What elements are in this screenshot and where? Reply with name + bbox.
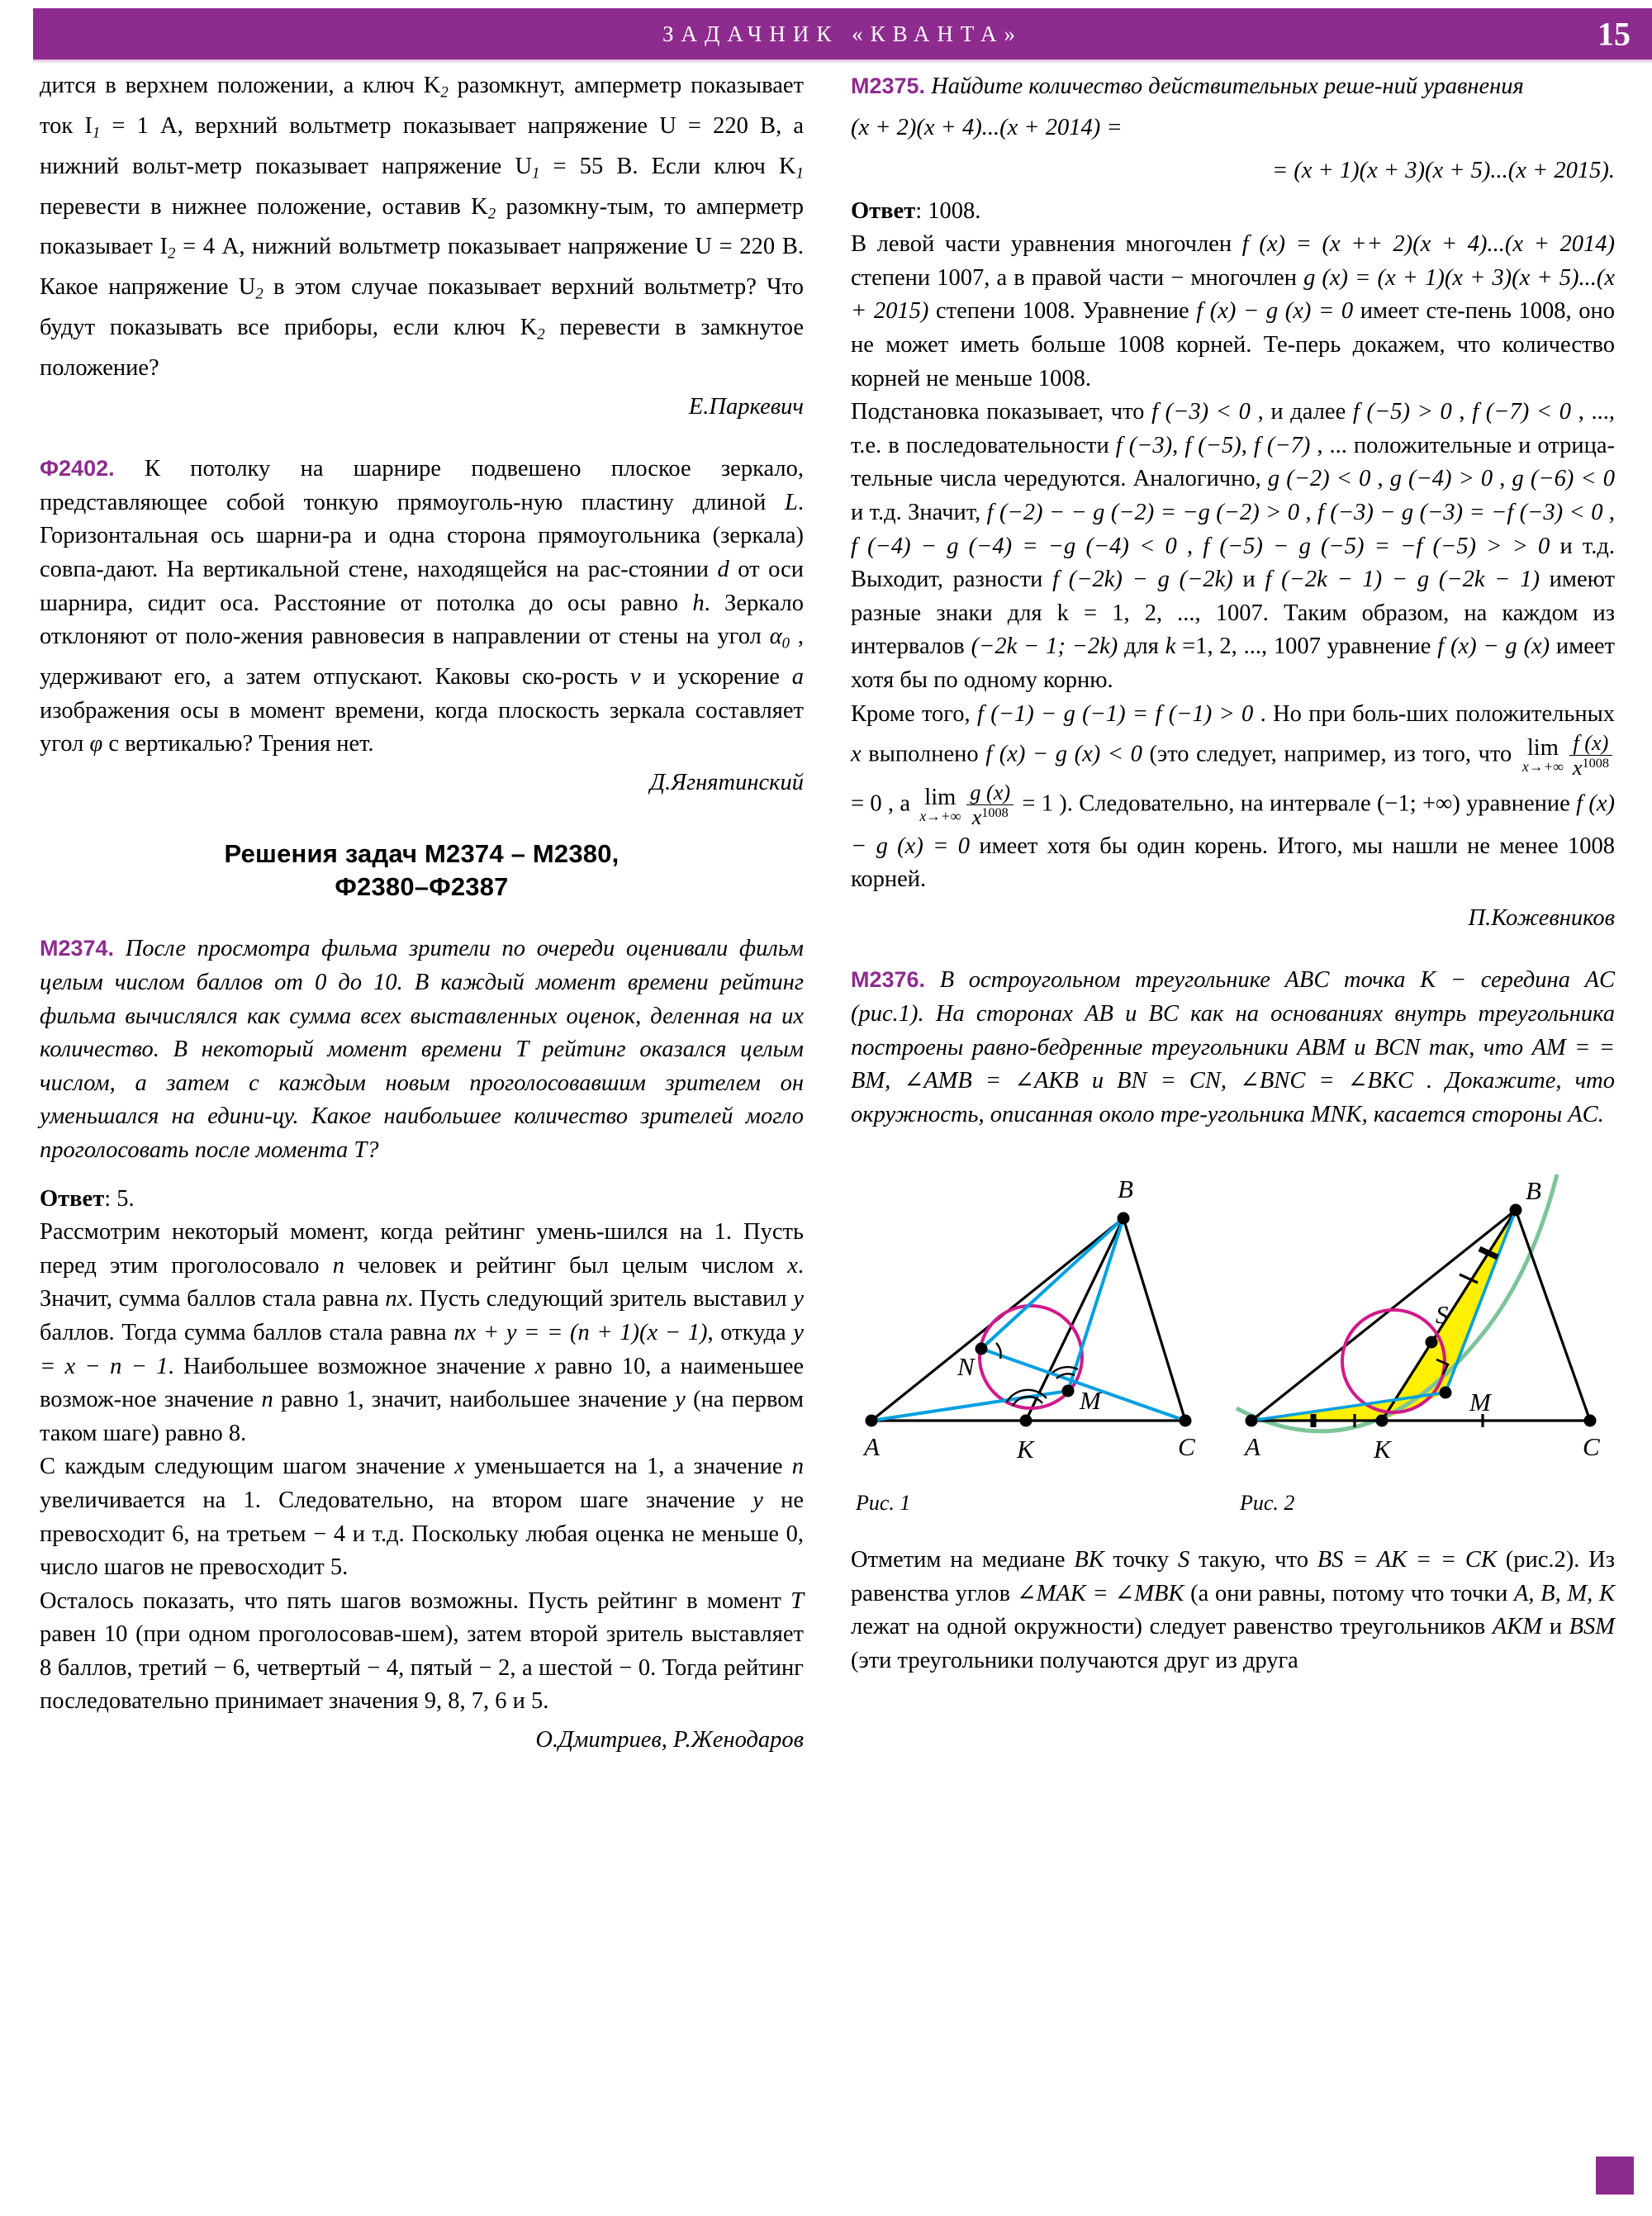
- m2374-p3-b: равен 10 (при одном проголосовав-шем), затем второй зритель выставляет 8 баллов, третий − 6, четвертый − 4, пятый − 2, а шестой − 0. Тогда рейтинг последовательно принимает значения 9, 8, 7, 6 и 5.: [40, 1621, 804, 1715]
- m2375-expr-diff-3: f (−3) − g (−3) = −f (−3) < 0: [1317, 499, 1603, 525]
- m2374-p1-e: баллов. Тогда сумма баллов стала равна: [40, 1319, 454, 1345]
- phys-sub-7: 2: [255, 285, 263, 303]
- f2402-text-1: К потолку на шарнире подвешено плоское зеркало, представляющее собой тонкую прямоуголь-ную пластину длиной: [40, 456, 804, 515]
- author-yagnyatinskiy: Д.Ягнятинский: [650, 769, 804, 795]
- m2374-statement-text: После просмотра фильма зрители по очереди оценивали фильм целым числом баллов от 0 до 10. В каждый момент времени рейтинг фильма вычислялся как сумма всех выставленных оценок, деленная на их количество. В некоторый момент времени T рейтинг оказался целым числом, а затем с каждым новым проголосовавшим зрителем он уменьшался на едини-цу. Какое наибольшее количество зрителей могло проголосовать после момента T?: [40, 936, 804, 1163]
- f2402-var-d: d: [717, 556, 729, 582]
- m2376-angle-equality: ∠MAK = ∠MBK: [1016, 1580, 1184, 1606]
- label-A: A: [864, 1432, 880, 1462]
- m2375-p3-b: . Но при боль-ших положительных: [1253, 700, 1615, 727]
- m2375-p3-c: выполнено: [861, 741, 986, 767]
- problem-m2375-statement: [851, 69, 1615, 104]
- m2375-expr-f-m5: f (−5) > 0: [1352, 399, 1452, 425]
- m2375-p3-a: Кроме того,: [851, 700, 977, 727]
- m2374-p2-a: С каждым следующим шагом значение: [40, 1454, 455, 1480]
- figure-2-svg: [1235, 1148, 1615, 1495]
- authors-dmitriev-zhenodarov: О.Дмитриев, Р.Женодаров: [535, 1727, 804, 1753]
- point-K: [1020, 1415, 1032, 1427]
- m2376-points-list: A, B, M, K: [1513, 1580, 1615, 1606]
- m2375-seq-f-m3: f (−3): [1115, 432, 1173, 458]
- m2376-sol-b: точку: [1104, 1547, 1178, 1573]
- lim-sub-2: x→+∞: [919, 808, 961, 825]
- m2374-var-y-2: y: [675, 1387, 686, 1413]
- m2375-expr-g-m4: g (−4) > 0: [1389, 466, 1493, 492]
- m2375-solution-paragraph-2: Подстановка показывает, что f (−3) < 0 , и далее f (−5) > 0 , f (−7) < 0 , ..., т.е. в последовательности f (−3), f (−5), f (−7) , ... положительные и отрица-тельные числа чередуются. Аналогично, g (−2) < 0 , g (−4) > 0 , g (−6) < 0 и т.д. Значит, f (−2) − − g (−2) = −g (−2) > 0 , f (−3) − g (−3) = −f (−3) < 0 , f (−4) − g (−4) = −g (−4) < 0 , f (−5) − g (−5) = −f (−5) > > 0 и т.д. Выходит, разности f (−2k) − g (−2k) и f (−2k − 1) − g (−2k − 1) имеют разные знаки для k = 1, 2, ..., 1007. Таким образом, на каждом из интервалов (−2k − 1; −2k) для k =1, 2, ..., 1007 уравнение f (x) − g (x) имеет хотя бы по одному корню.: [851, 399, 1616, 693]
- m2374-p1-c: . Значит, сумма баллов стала равна: [40, 1252, 804, 1312]
- m2374-answer: [40, 1183, 804, 1217]
- m2374-p1-g: . Наибольшее возможное значение: [168, 1353, 535, 1379]
- m2375-p1-d: степени 1008. Уравнение: [928, 298, 1197, 325]
- m2375-p2-m: для: [1118, 633, 1165, 660]
- section-heading-line-2: Ф2380–Ф2387: [335, 872, 509, 902]
- phys-sub-6: 2: [168, 244, 176, 263]
- m2375-p2-n: =1, 2, ..., 1007 уравнение: [1175, 633, 1438, 660]
- m2375-expr-g-m2: g (−2) < 0: [1267, 466, 1371, 492]
- m2375-p1-b: + 2)(x + 4)...(x + 2014): [1366, 231, 1615, 258]
- page-header: [33, 8, 1652, 59]
- figure-2-caption: Рис. 2: [1240, 1491, 1295, 1516]
- m2375-p1-e: имеет сте-пень 1008, оно не может иметь больше 1008 корней. Те-перь докажем, что количество корней не меньше 1008.: [851, 298, 1615, 391]
- m2375-interval: (−2k − 1; −2k): [971, 633, 1118, 660]
- m2376-statement-text: В остроугольном треугольнике ABC точка K − середина AC (рис.1). На сторонах AB и BC как на основаниях внутрь треугольника построены равно-бедренные треугольники ABM и BCN так, что AM = = BM, ∠AMB = ∠AKB и BN = CN, ∠BNC = ∠BKC . Докажите, что окружность, описанная около тре-угольника MNK, касается стороны AC.: [851, 967, 1615, 1127]
- m2375-p3-g: имеет хотя бы один корень. Итого, мы нашли не менее 1008 корней.: [851, 833, 1615, 893]
- m2375-p2-o: имеет хотя бы по одному корню.: [851, 633, 1615, 693]
- problem-number-f2402: Ф2402.: [40, 456, 115, 482]
- spacer: [40, 1168, 804, 1183]
- frac-1-exponent: 1008: [1582, 756, 1610, 771]
- phys-sub-5: 2: [487, 204, 496, 222]
- m2375-expr-diff-4: f (−4) − g (−4) = −g (−4) < 0: [851, 533, 1177, 559]
- m2375-equation-line-1: [851, 109, 1615, 147]
- m2375-p2-b: , и далее: [1250, 399, 1353, 425]
- m2376-triangle-AKM: AKM: [1492, 1614, 1543, 1640]
- m2375-expr-even-k: f (−2k) − g (−2k): [1052, 567, 1233, 593]
- m2376-sol-e: (рис.2). Из равенства углов: [851, 1547, 1615, 1606]
- m2375-p1-c: степени 1007, а в правой части − многочлен: [851, 264, 1304, 291]
- answer-value-m2374: : 5.: [104, 1185, 135, 1212]
- f2402-var-phi: φ: [89, 731, 103, 757]
- m2375-p2-l: имеют разные знаки для k = 1, 2, ..., 1007. Таким образом, на каждом из интервалов: [851, 567, 1615, 660]
- m2375-p3-f: = 1 ). Следовательно, на интервале (−1; +∞) уравнение: [1016, 790, 1577, 817]
- segment-BC: [1123, 1218, 1185, 1421]
- label-B: B: [1118, 1174, 1133, 1204]
- physics-continuation-paragraph: [40, 69, 804, 386]
- m2375-expr-diff-6: > 0: [1512, 533, 1550, 559]
- m2375-p2-i: и т.д. Значит,: [851, 499, 987, 525]
- phys-text-1: дится в верхнем положении, а ключ K: [40, 73, 441, 98]
- figure-2: [1235, 1148, 1615, 1516]
- m2375-p2-a: Подстановка показывает, что: [851, 399, 1152, 425]
- m2375-expr-odd-k: f (−2k − 1) − g (−2k − 1): [1265, 567, 1540, 593]
- m2375-p2-g: ,: [1370, 466, 1390, 492]
- m2375-statement-text: Найдите количество действительных реше-ний уравнения: [925, 74, 1524, 99]
- m2375-eq-fg: f (x) − g (x) = 0: [1196, 298, 1354, 325]
- frac-2-exponent: 1008: [981, 805, 1009, 821]
- lim-op-2: lim: [924, 784, 957, 810]
- problem-number-m2375: М2375.: [851, 74, 926, 98]
- f2402-text-2: . Горизонтальная ось шарни-ра и одна сторона прямоугольника (зеркала) совпа-дают. На вертикальной стене, находящейся на рас-стоянии: [40, 489, 804, 582]
- m2374-p3-a: Осталось показать, что пять шагов возможны. Пусть рейтинг в момент: [40, 1587, 791, 1614]
- phys-sub-1: 2: [440, 83, 449, 102]
- m2374-p2-b: уменьшается на 1, а значение: [464, 1454, 792, 1480]
- lim-sub-1: x→+∞: [1521, 758, 1564, 776]
- m2376-seg-BK: BK: [1074, 1547, 1104, 1573]
- m2374-var-T: T: [790, 1587, 804, 1614]
- m2375-p3-d: (это следует, например, из того, что: [1142, 741, 1519, 767]
- label-K: K: [1017, 1435, 1034, 1464]
- f2402-text-5: , удерживают его, а затем отпускают. Каковы ско-рость: [40, 624, 805, 690]
- m2375-var-k: k: [1165, 633, 1176, 660]
- m2374-var-x-2: x: [534, 1353, 546, 1379]
- m2375-expr-g-m6: g (−6) < 0: [1512, 466, 1616, 492]
- m2374-eq-1: nx + y =: [453, 1319, 540, 1345]
- f2402-text-4: . Зеркало отклоняют от поло-жения равновесия в направлении от стены на угол: [40, 590, 805, 650]
- m2375-expr-fg-zero: f (x) − g (x) = 0: [851, 790, 1615, 859]
- m2375-p2-h: ,: [1493, 466, 1512, 492]
- m2375-seq-f-m5: f (−5): [1184, 432, 1241, 458]
- label-C: C: [1178, 1432, 1195, 1462]
- lim-op-1: lim: [1526, 734, 1559, 761]
- page-number: 15: [1597, 15, 1631, 53]
- spacer: [851, 1516, 1615, 1544]
- f2402-var-h: h: [692, 590, 705, 616]
- point-A: [1246, 1415, 1258, 1427]
- m2375-expr-fg-x: f (x) − g (x): [1437, 633, 1550, 660]
- m2375-eq-line-1-text: (x + 2)(x + 4)...(x + 2014) =: [851, 114, 1123, 140]
- f2402-text-7: изображения осы в момент времени, когда плоскость зеркала составляет угол: [40, 697, 804, 757]
- m2375-expr-f-m1: f (−1) − g (−1) = f (−1) > 0: [976, 700, 1254, 727]
- segment-BK-median: [1026, 1218, 1123, 1421]
- m2374-p2-c: увеличивается на 1. Следовательно, на втором шаге значение: [40, 1487, 753, 1513]
- m2376-sol-h: и: [1542, 1614, 1569, 1640]
- frac-1-numerator: f (x): [1569, 731, 1612, 756]
- point-B: [1510, 1204, 1522, 1217]
- f2402-var-a: a: [791, 664, 804, 690]
- answer-value-m2375: : 1008.: [915, 197, 981, 224]
- problem-f2402: [40, 452, 804, 762]
- point-M: [1062, 1385, 1075, 1397]
- m2375-solution-paragraph-1: [851, 228, 1615, 396]
- point-N: [976, 1343, 988, 1355]
- m2375-expr-f-m3: f (−3) < 0: [1151, 399, 1251, 425]
- segment-BC: [1516, 1210, 1590, 1421]
- point-A: [866, 1415, 878, 1427]
- problem-m2376-statement: [851, 963, 1615, 1132]
- m2375-expr-diff-1: f (−2) −: [986, 499, 1066, 525]
- f2402-text-3: от оси шарнира, сидит оса. Расстояние от потолка до осы равно: [40, 556, 804, 616]
- f2402-sub-alpha: 0: [781, 634, 790, 652]
- fraction-g-over-x: [966, 781, 1014, 830]
- m2374-p1-d: . Пусть следующий зритель выставил: [407, 1286, 794, 1312]
- m2375-p2-j: и т.д. Выходит, разности: [851, 533, 1615, 593]
- figure-1-svg: [851, 1148, 1227, 1495]
- m2375-p2-c: ,: [1451, 399, 1473, 425]
- label-A: A: [1245, 1432, 1260, 1462]
- limit-operator-1: [1521, 734, 1564, 776]
- point-C: [1584, 1415, 1597, 1427]
- m2375-p1-a: В левой части уравнения многочлен: [851, 231, 1242, 258]
- phys-sub-8: 2: [537, 325, 545, 344]
- m2376-sol-c: такую, что: [1189, 1547, 1317, 1573]
- frac-2-numerator: g (x): [966, 781, 1014, 805]
- m2374-var-x-1: x: [787, 1252, 798, 1279]
- f2402-text-6: и ускорение: [640, 664, 792, 690]
- m2376-eq-CK: = CK: [1440, 1547, 1497, 1573]
- m2374-p2-d: не превосходит 6, на третьем − 4 и т.д. Поскольку любая оценка не меньше 0, число шагов не превосходит 5.: [40, 1487, 804, 1581]
- m2376-sol-a: Отметим на медиане: [851, 1547, 1075, 1573]
- m2375-expr-f: f (x) = (x +: [1241, 231, 1367, 258]
- header-title: ЗАДАЧНИК «КВАНТА»: [662, 21, 1023, 46]
- figure-1: [851, 1148, 1227, 1516]
- m2376-solution-paragraph: [851, 1544, 1615, 1677]
- m2376-triangle-BSM: BSM: [1569, 1614, 1615, 1640]
- m2374-p2-var-y: y: [752, 1487, 763, 1513]
- m2374-solution-paragraph-2: [40, 1450, 804, 1584]
- frac-1-denominator: x: [1572, 756, 1583, 781]
- phys-text-2: разомкнут, амперметр показывает ток I: [40, 73, 804, 139]
- label-M: M: [1080, 1386, 1101, 1416]
- phys-text-3: = 1 А, верхний вольтметр показывает напряжение U = 220 В, а нижний вольт-метр показывает напряжение U: [40, 112, 804, 179]
- spacer: [40, 800, 804, 838]
- author-parkevich: Е.Паркевич: [688, 393, 804, 420]
- m2375-solution-paragraph-3: [851, 698, 1615, 897]
- m2374-eq-2: = (n + 1)(x − 1): [547, 1319, 708, 1345]
- m2374-p1-j: (на первом таком шаге) равно 8.: [40, 1387, 804, 1446]
- limit-operator-2: [919, 786, 961, 824]
- phys-sub-2: 1: [92, 124, 101, 142]
- m2374-p2-var-x: x: [454, 1454, 465, 1480]
- m2374-p2-var-n: n: [791, 1454, 805, 1480]
- m2376-sol-f: (а они равны, потому что точки: [1184, 1580, 1514, 1606]
- m2375-answer: [851, 195, 1615, 229]
- m2376-sol-g: лежат на одной окружности) следует равенство треугольников: [851, 1614, 1493, 1640]
- m2374-p1-i: равно 1, значит, наибольшее значение: [273, 1387, 676, 1413]
- phys-text-7: = 4 А, нижний вольтметр показывает напряжение U = 220 В. Какое напряжение U: [40, 234, 805, 301]
- label-S: S: [1436, 1300, 1449, 1330]
- m2374-eq-3: y = x − n − 1: [40, 1319, 804, 1379]
- author-kozhevnikov: П.Кожевников: [1468, 904, 1615, 931]
- two-column-body: [0, 69, 1652, 2184]
- m2374-var-n-1: n: [332, 1252, 344, 1279]
- m2374-p1-a: Рассмотрим некоторый момент, когда рейтинг умень-шился на 1. Пусть перед этим проголосовало: [40, 1219, 804, 1279]
- phys-sub-3: 1: [532, 164, 540, 182]
- f2402-var-v: v: [629, 664, 641, 690]
- m2374-expr-nx: nx: [385, 1286, 408, 1312]
- label-N: N: [957, 1352, 975, 1382]
- m2375-p3-var-x: x: [851, 741, 862, 767]
- m2375-equation-line-2: [851, 152, 1615, 190]
- figure-1-caption: Рис. 1: [856, 1491, 911, 1516]
- left-column: [40, 69, 804, 1758]
- point-S: [1426, 1336, 1438, 1349]
- page-corner-tab: [1596, 2157, 1634, 2195]
- spacer: [40, 904, 804, 932]
- m2376-point-S: S: [1177, 1547, 1190, 1573]
- m2375-expr-fg-neg: f (x) − g (x) < 0: [985, 741, 1142, 767]
- phys-text-9: перевести в замкнутое положение?: [40, 315, 804, 382]
- spacer: [851, 935, 1615, 963]
- label-M: M: [1469, 1388, 1491, 1417]
- f2402-var-alpha: α: [769, 624, 782, 650]
- m2374-p1-f: , откуда: [707, 1319, 794, 1345]
- frac-2-denominator: x: [971, 805, 982, 830]
- problem-number-m2374: М2374.: [40, 936, 115, 961]
- point-C: [1180, 1415, 1192, 1427]
- phys-text-8: в этом случае показывает верхний вольтметр? Что будут показывать все приборы, если ключ K: [40, 274, 804, 341]
- m2375-p2-k: и: [1232, 567, 1265, 593]
- label-B: B: [1526, 1176, 1541, 1206]
- figures-row: [851, 1148, 1615, 1516]
- m2374-solution-paragraph-3: [40, 1585, 804, 1719]
- problem-m2374-statement: [40, 932, 804, 1167]
- answer-label-m2374: Ответ: [40, 1185, 105, 1212]
- point-M: [1440, 1387, 1452, 1399]
- m2376-sol-i: (эти треугольники получаются друг из друга: [851, 1648, 1298, 1674]
- m2375-eq-line-2-text: = (x + 1)(x + 3)(x + 5)...(x + 2015).: [1271, 157, 1615, 183]
- spacer: [40, 424, 804, 452]
- phys-text-4: = 55 В. Если ключ K: [539, 153, 796, 179]
- label-K: K: [1374, 1435, 1391, 1464]
- label-C: C: [1583, 1432, 1600, 1462]
- header-shadow-divider: [33, 59, 1652, 64]
- m2374-var-y-1: y: [793, 1286, 804, 1312]
- m2374-var-n-2: n: [261, 1387, 273, 1413]
- m2374-p1-h: равно 10, а наименьшее возмож-ное значение: [40, 1353, 804, 1413]
- m2375-expr-f-m7: f (−7) < 0: [1472, 399, 1572, 425]
- fraction-f-over-x: [1569, 731, 1612, 781]
- right-column: [851, 69, 1615, 1678]
- m2376-eq-BS-AK: BS = AK =: [1317, 1547, 1432, 1573]
- m2375-seq-f-m7: f (−7): [1253, 432, 1311, 458]
- m2374-solution-paragraph-1: [40, 1216, 804, 1450]
- m2375-p2-f: , ... положительные и отрица-тельные числа чередуются. Аналогично,: [851, 432, 1616, 492]
- point-K: [1376, 1415, 1389, 1427]
- phys-text-6: разомкну-тым, то амперметр показывает I: [40, 193, 805, 260]
- answer-label-m2375: Ответ: [851, 197, 916, 224]
- point-B: [1118, 1212, 1130, 1225]
- phys-sub-4: 1: [795, 164, 804, 182]
- m2375-p3-e: = 0 , а: [851, 790, 917, 817]
- phys-text-5: перевести в нижнее положение, оставив K: [40, 193, 488, 220]
- m2375-expr-diff-5: f (−5) − g (−5) = −f (−5) >: [1203, 533, 1502, 559]
- section-heading-line-1: Решения задач М2374 – М2380,: [224, 839, 620, 869]
- m2375-expr-diff-2: − g (−2) = −g (−2) > 0: [1070, 499, 1300, 525]
- m2374-p1-b: человек и рейтинг был целым числом: [344, 1252, 788, 1279]
- problem-number-m2376: М2376.: [851, 967, 926, 993]
- m2375-expr-g: g (x) = (x + 1)(x + 3)(x + 5)...(x + 2015): [851, 264, 1615, 325]
- f2402-text-8: с вертикалью? Трения нет.: [102, 731, 374, 757]
- m2375-p2-d: , ..., т.е. в последовательности: [851, 399, 1616, 458]
- f2402-var-L: L: [785, 489, 798, 515]
